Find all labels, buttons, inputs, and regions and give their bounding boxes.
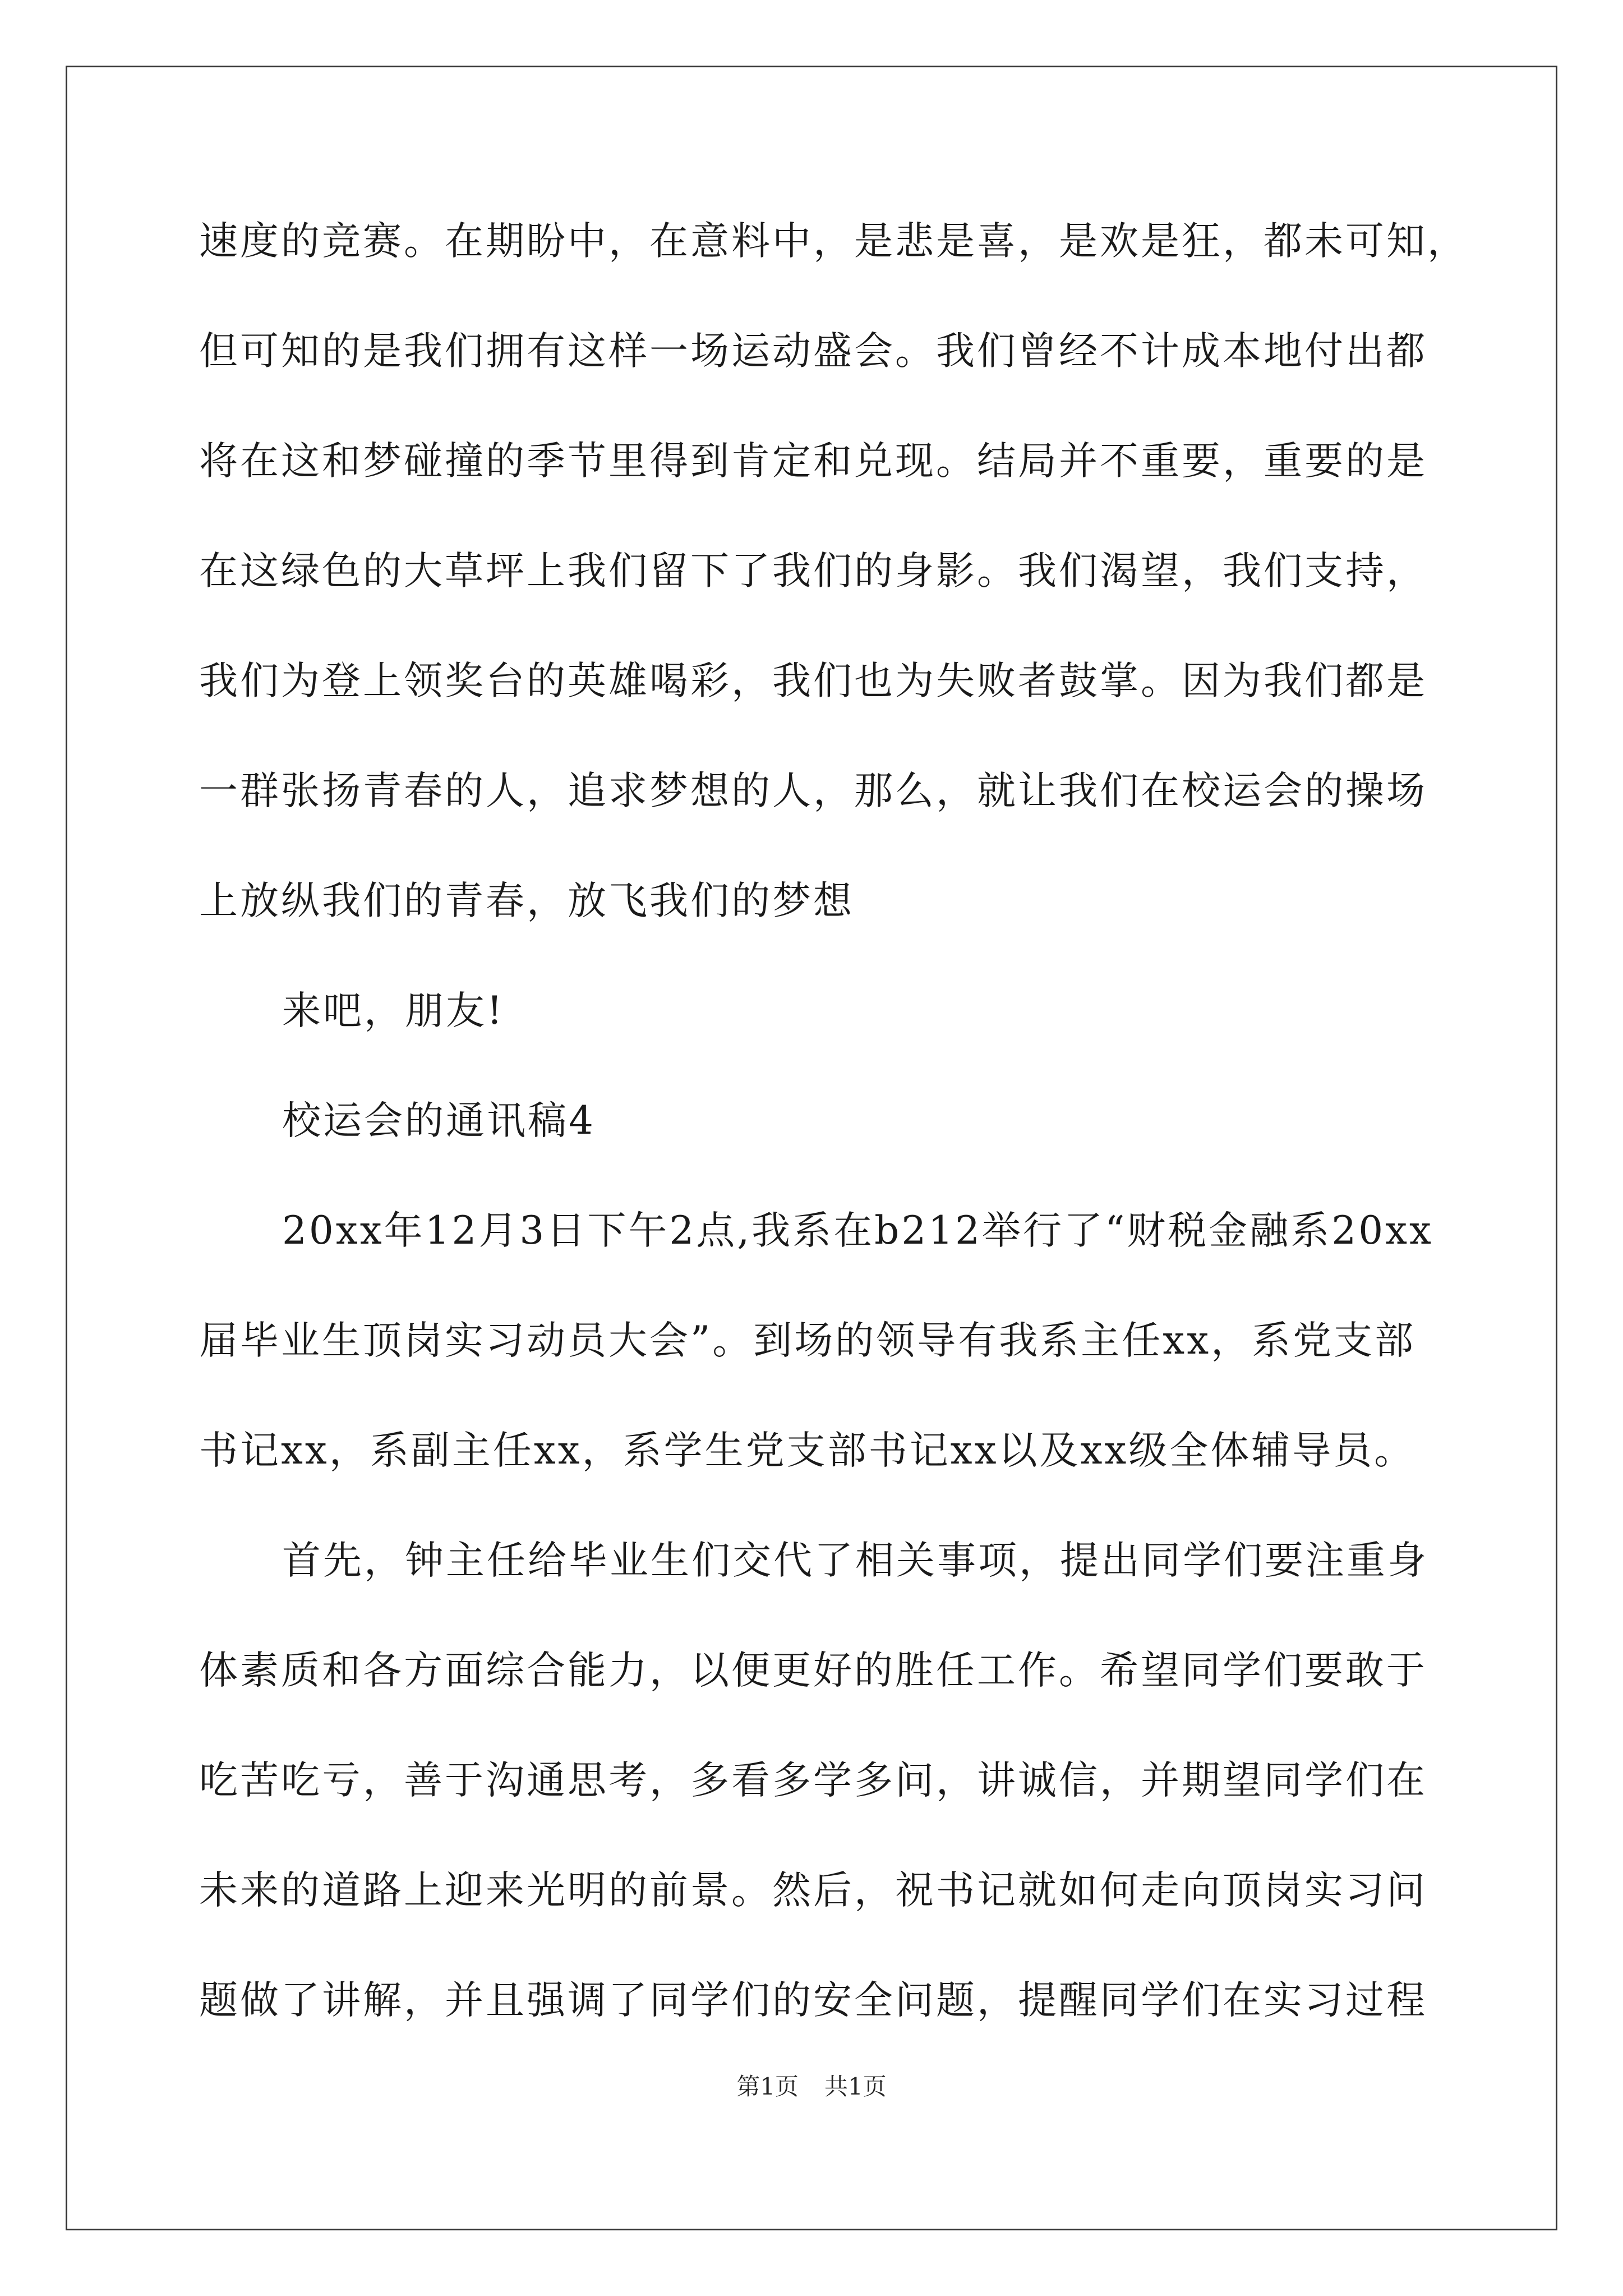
body-line: 速度的竞赛。在期盼中，在意料中，是悲是喜，是欢是狂，都未可知， (199, 219, 1468, 264)
body-line: 届毕业生顶岗实习动员大会”。到场的领导有我系主任xx，系党支部 (199, 1318, 1416, 1363)
body-line: 我们为登上领奖台的英雄喝彩，我们也为失败者鼓掌。因为我们都是 (199, 659, 1427, 703)
page-number: 第1页 (736, 2073, 799, 2100)
body-line: 吃苦吃亏，善于沟通思考，多看多学多问，讲诚信，并期望同学们在 (199, 1758, 1427, 1803)
body-line: 但可知的是我们拥有这样一场运动盛会。我们曾经不计成本地付出都 (199, 329, 1427, 374)
body-line: 将在这和梦碰撞的季节里得到肯定和兑现。结局并不重要，重要的是 (199, 439, 1427, 484)
body-line: 体素质和各方面综合能力，以便更好的胜任工作。希望同学们要敢于 (199, 1648, 1427, 1693)
body-line: 书记xx，系副主任xx，系学生党支部书记xx以及xx级全体辅导员。 (199, 1428, 1415, 1473)
paragraph-line: 20xx年12月3日下午2点,我系在b212举行了“财税金融系20xx (282, 1208, 1433, 1253)
page-footer (0, 2070, 1623, 2104)
section-heading: 校运会的通讯稿4 (282, 1098, 596, 1143)
body-line: 题做了讲解，并且强调了同学们的安全问题，提醒同学们在实习过程 (199, 1978, 1427, 2023)
body-line: 一群张扬青春的人，追求梦想的人，那么，就让我们在校运会的操场 (199, 769, 1427, 813)
paragraph-line: 来吧，朋友! (282, 988, 505, 1033)
page-total: 共1页 (824, 2073, 887, 2100)
body-line: 在这绿色的大草坪上我们留下了我们的身影。我们渴望，我们支持， (199, 549, 1427, 593)
body-line: 未来的道路上迎来光明的前景。然后，祝书记就如何走向顶岗实习问 (199, 1868, 1427, 1913)
body-line: 上放纵我们的青春，放飞我们的梦想 (199, 878, 854, 923)
paragraph-line: 首先，钟主任给毕业生们交代了相关事项，提出同学们要注重身 (282, 1538, 1428, 1583)
